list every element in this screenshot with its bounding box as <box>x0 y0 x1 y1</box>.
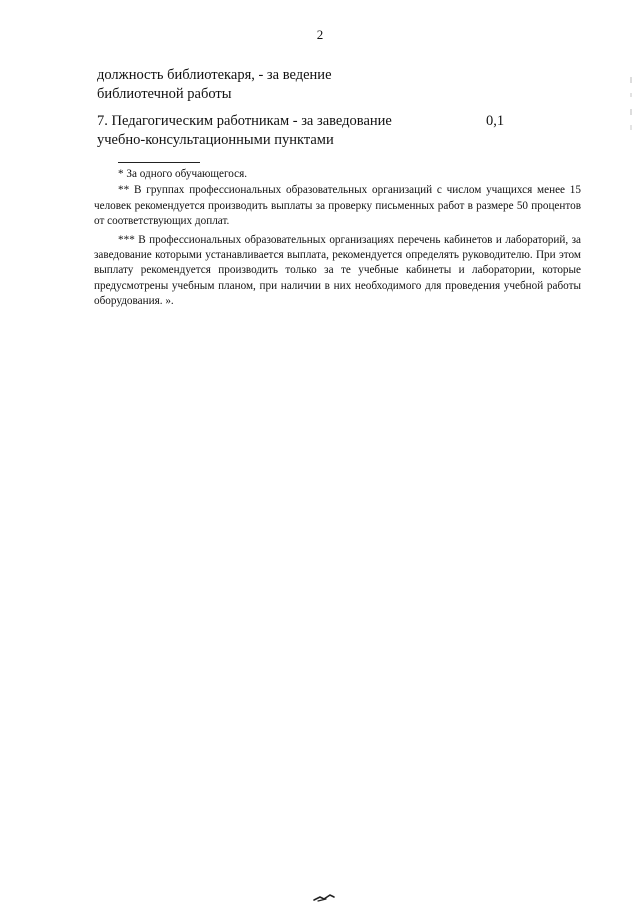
footnote-2: ** В группах профессиональных образовательных организаций с числом учащихся менее 15 человек рекомендуется производить выплаты за проверку письменных работ в размере 50 процентов от соответствующих доплат. <box>94 184 581 228</box>
item-7-value: 0,1 <box>486 113 505 129</box>
footnote-separator <box>118 162 200 163</box>
scan-mark-icon <box>312 894 336 902</box>
page-number: 2 <box>316 27 324 42</box>
footnotes <box>94 167 581 310</box>
item-7-text: 7. Педагогическим работникам - за заведование учебно-консультационными пунктами <box>97 113 392 148</box>
footnote-3: *** В профессиональных образовательных организациях перечень кабинетов и лабораторий, за заведование которыми устанавливается выплата, рекомендуется определять руководителю. При этом выплату рекомендуется производить только за те учебные кабинеты и лаборатории, которые предусмотрены учебным планом, при наличии в них необходимого для проведения учебной работы оборудования. ». <box>94 233 581 308</box>
footnote-1: * За одного обучающегося. <box>118 168 248 180</box>
paragraph-librarian: должность библиотекаря, - за ведение библиотечной работы <box>97 67 332 102</box>
scan-edge-marks <box>628 75 634 135</box>
